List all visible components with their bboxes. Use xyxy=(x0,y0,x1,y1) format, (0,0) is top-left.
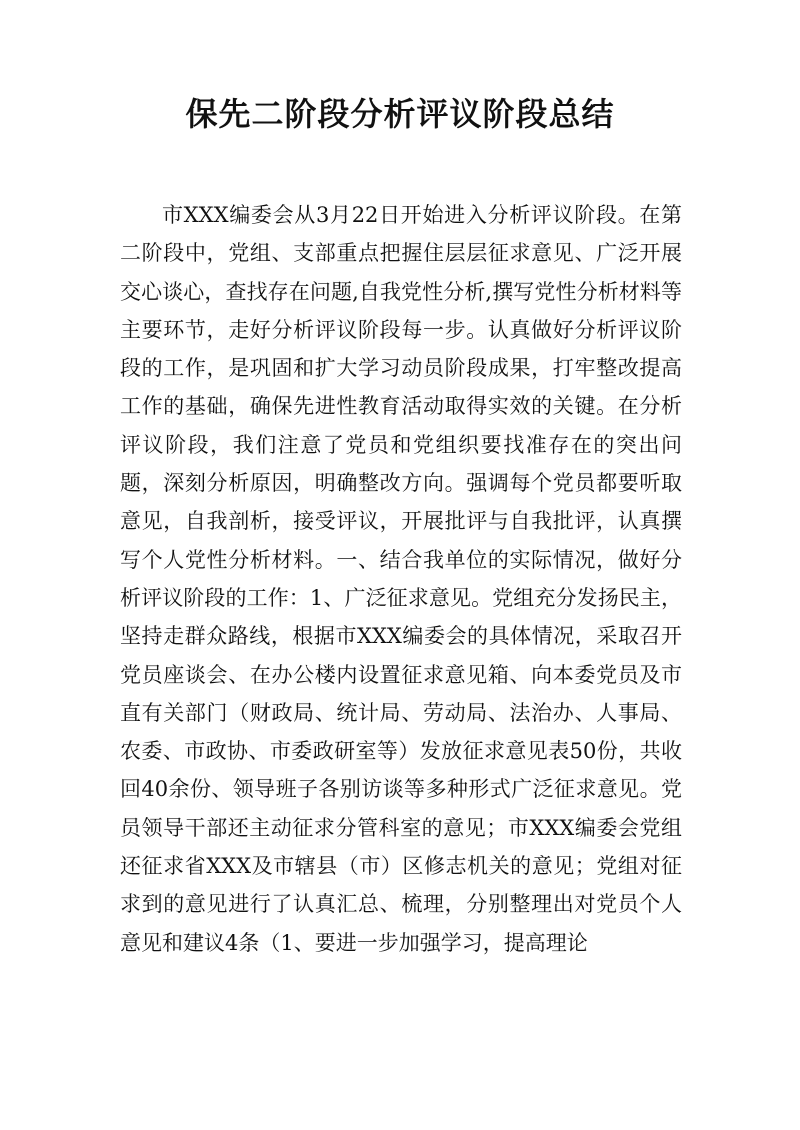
document-title: 保先二阶段分析评议阶段总结 xyxy=(185,95,615,133)
document-body-paragraph: 市XXX编委会从3月22日开始进入分析评议阶段。在第二阶段中，党组、支部重点把握住层层征求意见、广泛开展交心谈心，查找存在问题,自我党性分析,撰写党性分析材料等主要环节，走好分析评议阶段每一步。认真做好分析评议阶段的工作，是巩固和扩大学习动员阶段成果，打牢整改提高工作的基础，确保先进性教育活动取得实效的关键。在分析评议阶段，我们注意了党员和党组织要找准存在的突出问题，深刻分析原因，明确整改方向。强调每个党员都要听取意见，自我剖析，接受评议，开展批评与自我批评，认真撰写个人党性分析材料。一、结合我单位的实际情况，做好分析评议阶段的工作：1、广泛征求意见。党组充分发扬民主，坚持走群众路线，根据市XXX编委会的具体情况，采取召开党员座谈会、在办公楼内设置征求意见箱、向本委党员及市直有关部门（财政局、统计局、劳动局、法治办、人事局、农委、市政协、市委政研室等）发放征求意见表50份，共收回40余份、领导班子各别访谈等多种形式广泛征求意见。党员领导干部还主动征求分管科室的意见；市XXX编委会党组还征求省XXX及市辖县（市）区修志机关的意见；党组对征求到的意见进行了认真汇总、梳理，分别整理出对党员个人意见和建议4条（1、要进一步加强学习，提高理论 xyxy=(120,203,682,955)
